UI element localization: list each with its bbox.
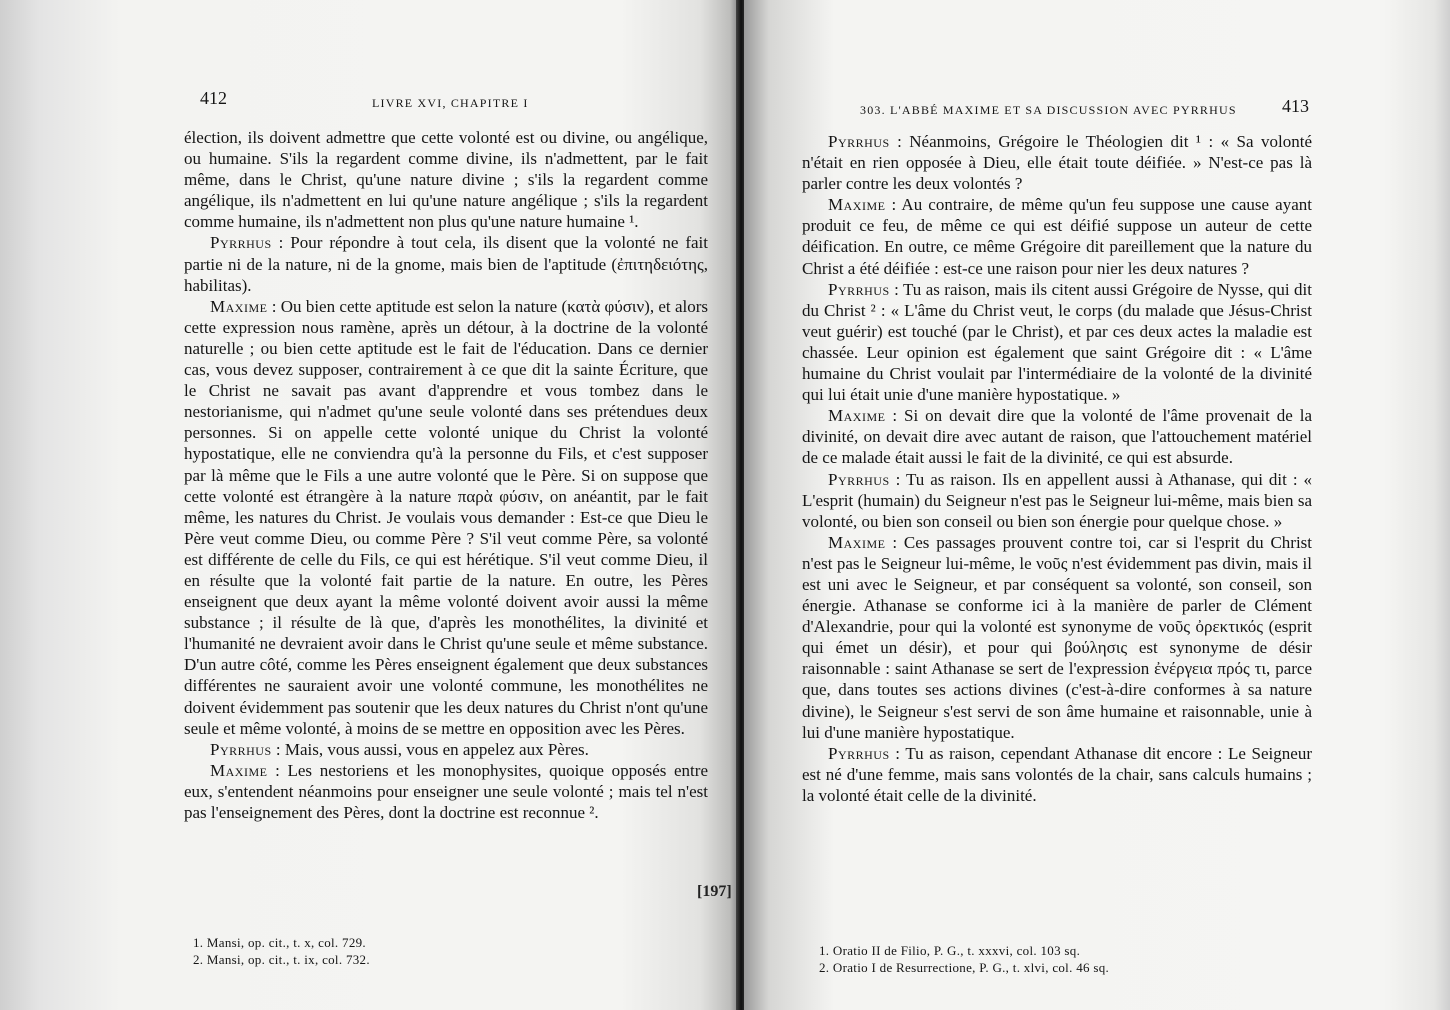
speaker-name: Pyrrhus: [828, 469, 890, 489]
page-number: 412: [200, 88, 227, 108]
footnotes: [193, 934, 613, 968]
paragraph: [802, 279, 1312, 406]
paragraph-text: : Tu as raison. Ils en appellent aussi à Athanase, qui dit : « L'esprit (humain) du Seigneur n'est pas le Seigneur lui-même, mais bien sa volonté, ou bien son conseil ou bien son énergie pour quelque chose. »: [802, 469, 1312, 531]
right-page: [744, 0, 1450, 1010]
body-text: [184, 127, 708, 823]
paragraph-text: élection, ils doivent admettre que cette volonté est ou divine, ou angélique, ou humaine. S'ils la regardent comme divine, ils n'admettent, par le fait même, dans le Christ, qu'une nature divine ; s'ils la regardent comme angélique, ils n'admettent en lui qu'une nature angélique ; s'ils la regardent comme humaine, ils n'admettent non plus qu'une nature humaine ¹.: [184, 128, 708, 232]
footnote: 2. Mansi, op. cit., t. ix, col. 732.: [193, 952, 370, 967]
running-head: LIVRE XVI, CHAPITRE I: [372, 96, 529, 110]
speaker-name: Maxime: [828, 195, 886, 215]
speaker-name: Pyrrhus: [828, 743, 890, 763]
footnote: 1. Oratio II de Filio, P. G., t. xxxvi, col. 103 sq.: [819, 943, 1081, 958]
speaker-name: Maxime: [828, 532, 886, 552]
paragraph-text: : Au contraire, de même qu'un feu suppose une cause ayant produit ce feu, de même ce qui est déifié suppose un auteur de cette déification. En outre, ce même Grégoire dit pareillement que la nature du Christ a été déifiée : est-ce une raison pour nier les deux natures ?: [802, 195, 1312, 278]
paragraph-text: : Tu as raison, cependant Athanase dit encore : Le Seigneur est né d'une femme, mais sans volontés de la chair, sans calculs humains ; la volonté était celle de la divinité.: [802, 743, 1312, 805]
paragraph-text: : Néanmoins, Grégoire le Théologien dit ¹ : « Sa volonté n'était en rien opposée à Dieu, elle était toute déifiée. » N'est-ce pas là parler contre les deux volontés ?: [802, 132, 1312, 194]
running-head: 303. L'ABBÉ MAXIME ET SA DISCUSSION AVEC PYRRHUS: [860, 103, 1237, 117]
paragraph-text: : Ces passages prouvent contre toi, car si l'esprit du Christ n'est pas le Seigneur lui-même, le νοῦς n'est évidemment pas divin, mais il est uni avec le Seigneur, et par conséquent sa volonté, son conseil, son énergie. Athanase se conforme ici à la manière de parler de Clément d'Alexandrie, pour qui la volonté est synonyme de νοῦς ὀρεκτικός (esprit qui émet un désir), et pour qui βούλησις est synonyme de désir raisonnable : saint Athanase se sert de l'expression ἐνέργεια πρός τι, parce que, dans toutes ses actions divines (c'est-à-dire conformes à sa nature divine), le Seigneur s'est servi de son âme humaine et raisonnable, unie à lui d'une manière hypostatique.: [802, 532, 1312, 742]
paragraph: [184, 296, 708, 739]
paragraph-text: : Si on devait dire que la volonté de l'âme provenait de la divinité, on devait dire avec autant de raison, que l'attouchement matériel de ce malade était aussi le fait de la divinité, ce qui est absurde.: [802, 406, 1312, 468]
paragraph: [184, 232, 708, 295]
paragraph: [184, 739, 708, 760]
paragraph: [802, 194, 1312, 278]
paragraph: [802, 405, 1312, 468]
margin-marker: [197]: [697, 883, 732, 900]
page-number: 413: [1282, 96, 1309, 116]
paragraph-text: : Pour répondre à tout cela, ils disent que la volonté ne fait partie ni de la nature, ni de la gnome, mais bien de l'aptitude (ἐπιτηδειότης, habilitas).: [184, 233, 708, 295]
paragraph: [802, 743, 1312, 806]
speaker-name: Maxime: [210, 296, 268, 316]
paragraph: [184, 760, 708, 823]
paragraph-text: : Tu as raison, mais ils citent aussi Grégoire de Nysse, qui dit du Christ ² : « L'âme du Christ veut, le corps (du malade que Jésus-Christ veut guérir) est touché (par le Christ), et par ces deux actes la maladie est chassée. Leur opinion est également que saint Grégoire dit : « L'âme humaine du Christ voulait par l'intermédiaire de la volonté de la divinité qui lui était unie d'une manière hypostatique. »: [802, 279, 1312, 405]
footnote: 2. Oratio I de Resurrectione, P. G., t. xlvi, col. 46 sq.: [819, 960, 1110, 975]
speaker-name: Pyrrhus: [210, 233, 272, 253]
paragraph: [184, 127, 708, 232]
footnote: 1. Mansi, op. cit., t. x, col. 729.: [193, 935, 366, 950]
speaker-name: Pyrrhus: [828, 279, 890, 299]
paragraph-text: : Mais, vous aussi, vous en appelez aux Pères.: [271, 739, 589, 759]
paragraph-text: : Les nestoriens et les monophysites, quoique opposés entre eux, s'entendent néanmoins pour enseigner une seule volonté ; mais tel n'est pas l'enseignement des Pères, dont la doctrine est reconnue ².: [184, 760, 708, 822]
body-text: [802, 131, 1312, 806]
speaker-name: Pyrrhus: [828, 132, 890, 151]
paragraph-text: : Ou bien cette aptitude est selon la nature (κατὰ φύσιν), et alors cette expression nous ramène, après un détour, à la doctrine de la volonté naturelle ; ou bien cette aptitude est le fait de l'éducation. Dans ce dernier cas, vous devez supposer, contrairement à ce que dit la sainte Écriture, que le Christ ne savait pas avant d'apprendre et vous tombez dans le nestorianisme, qui n'admet qu'une seule volonté dans ses prétendues deux personnes. Si on appelle cette volonté unique du Christ la volonté hypostatique, elle ne conviendra qu'à la personne du Fils, et c'est supposer par là même que le Fils a une autre volonté que le Père. Si on suppose que cette volonté est étrangère à la nature παρὰ φύσιν, on anéantit, par le fait même, les natures du Christ. Je voulais vous demander : Est-ce que Dieu le Père veut comme Dieu, ou comme Père ? S'il veut comme Père, sa volonté est différente de celle du Fils, ce qui est hérétique. S'il veut comme Dieu, il en résulte que la volonté fait partie de la nature. En outre, les Pères enseignent que deux ayant la même volonté doivent avoir aussi la même substance ; il résulte de là que, d'après les monothélites, la divinité et l'humanité ne devraient avoir dans le Christ qu'une seule et même substance. D'un autre côté, comme les Pères enseignent également que deux substances différentes ne sauraient avoir une volonté commune, les monothélites ne doivent évidemment pas soutenir que les deux natures du Christ n'ont qu'une seule et même volonté, à moins de se mettre en opposition avec les Pères.: [184, 296, 708, 738]
paragraph: [802, 469, 1312, 532]
footnotes: [819, 942, 1259, 976]
paragraph: [802, 131, 1312, 194]
speaker-name: Pyrrhus: [210, 739, 272, 759]
paragraph: [802, 532, 1312, 743]
speaker-name: Maxime: [210, 760, 268, 780]
speaker-name: Maxime: [828, 406, 886, 426]
